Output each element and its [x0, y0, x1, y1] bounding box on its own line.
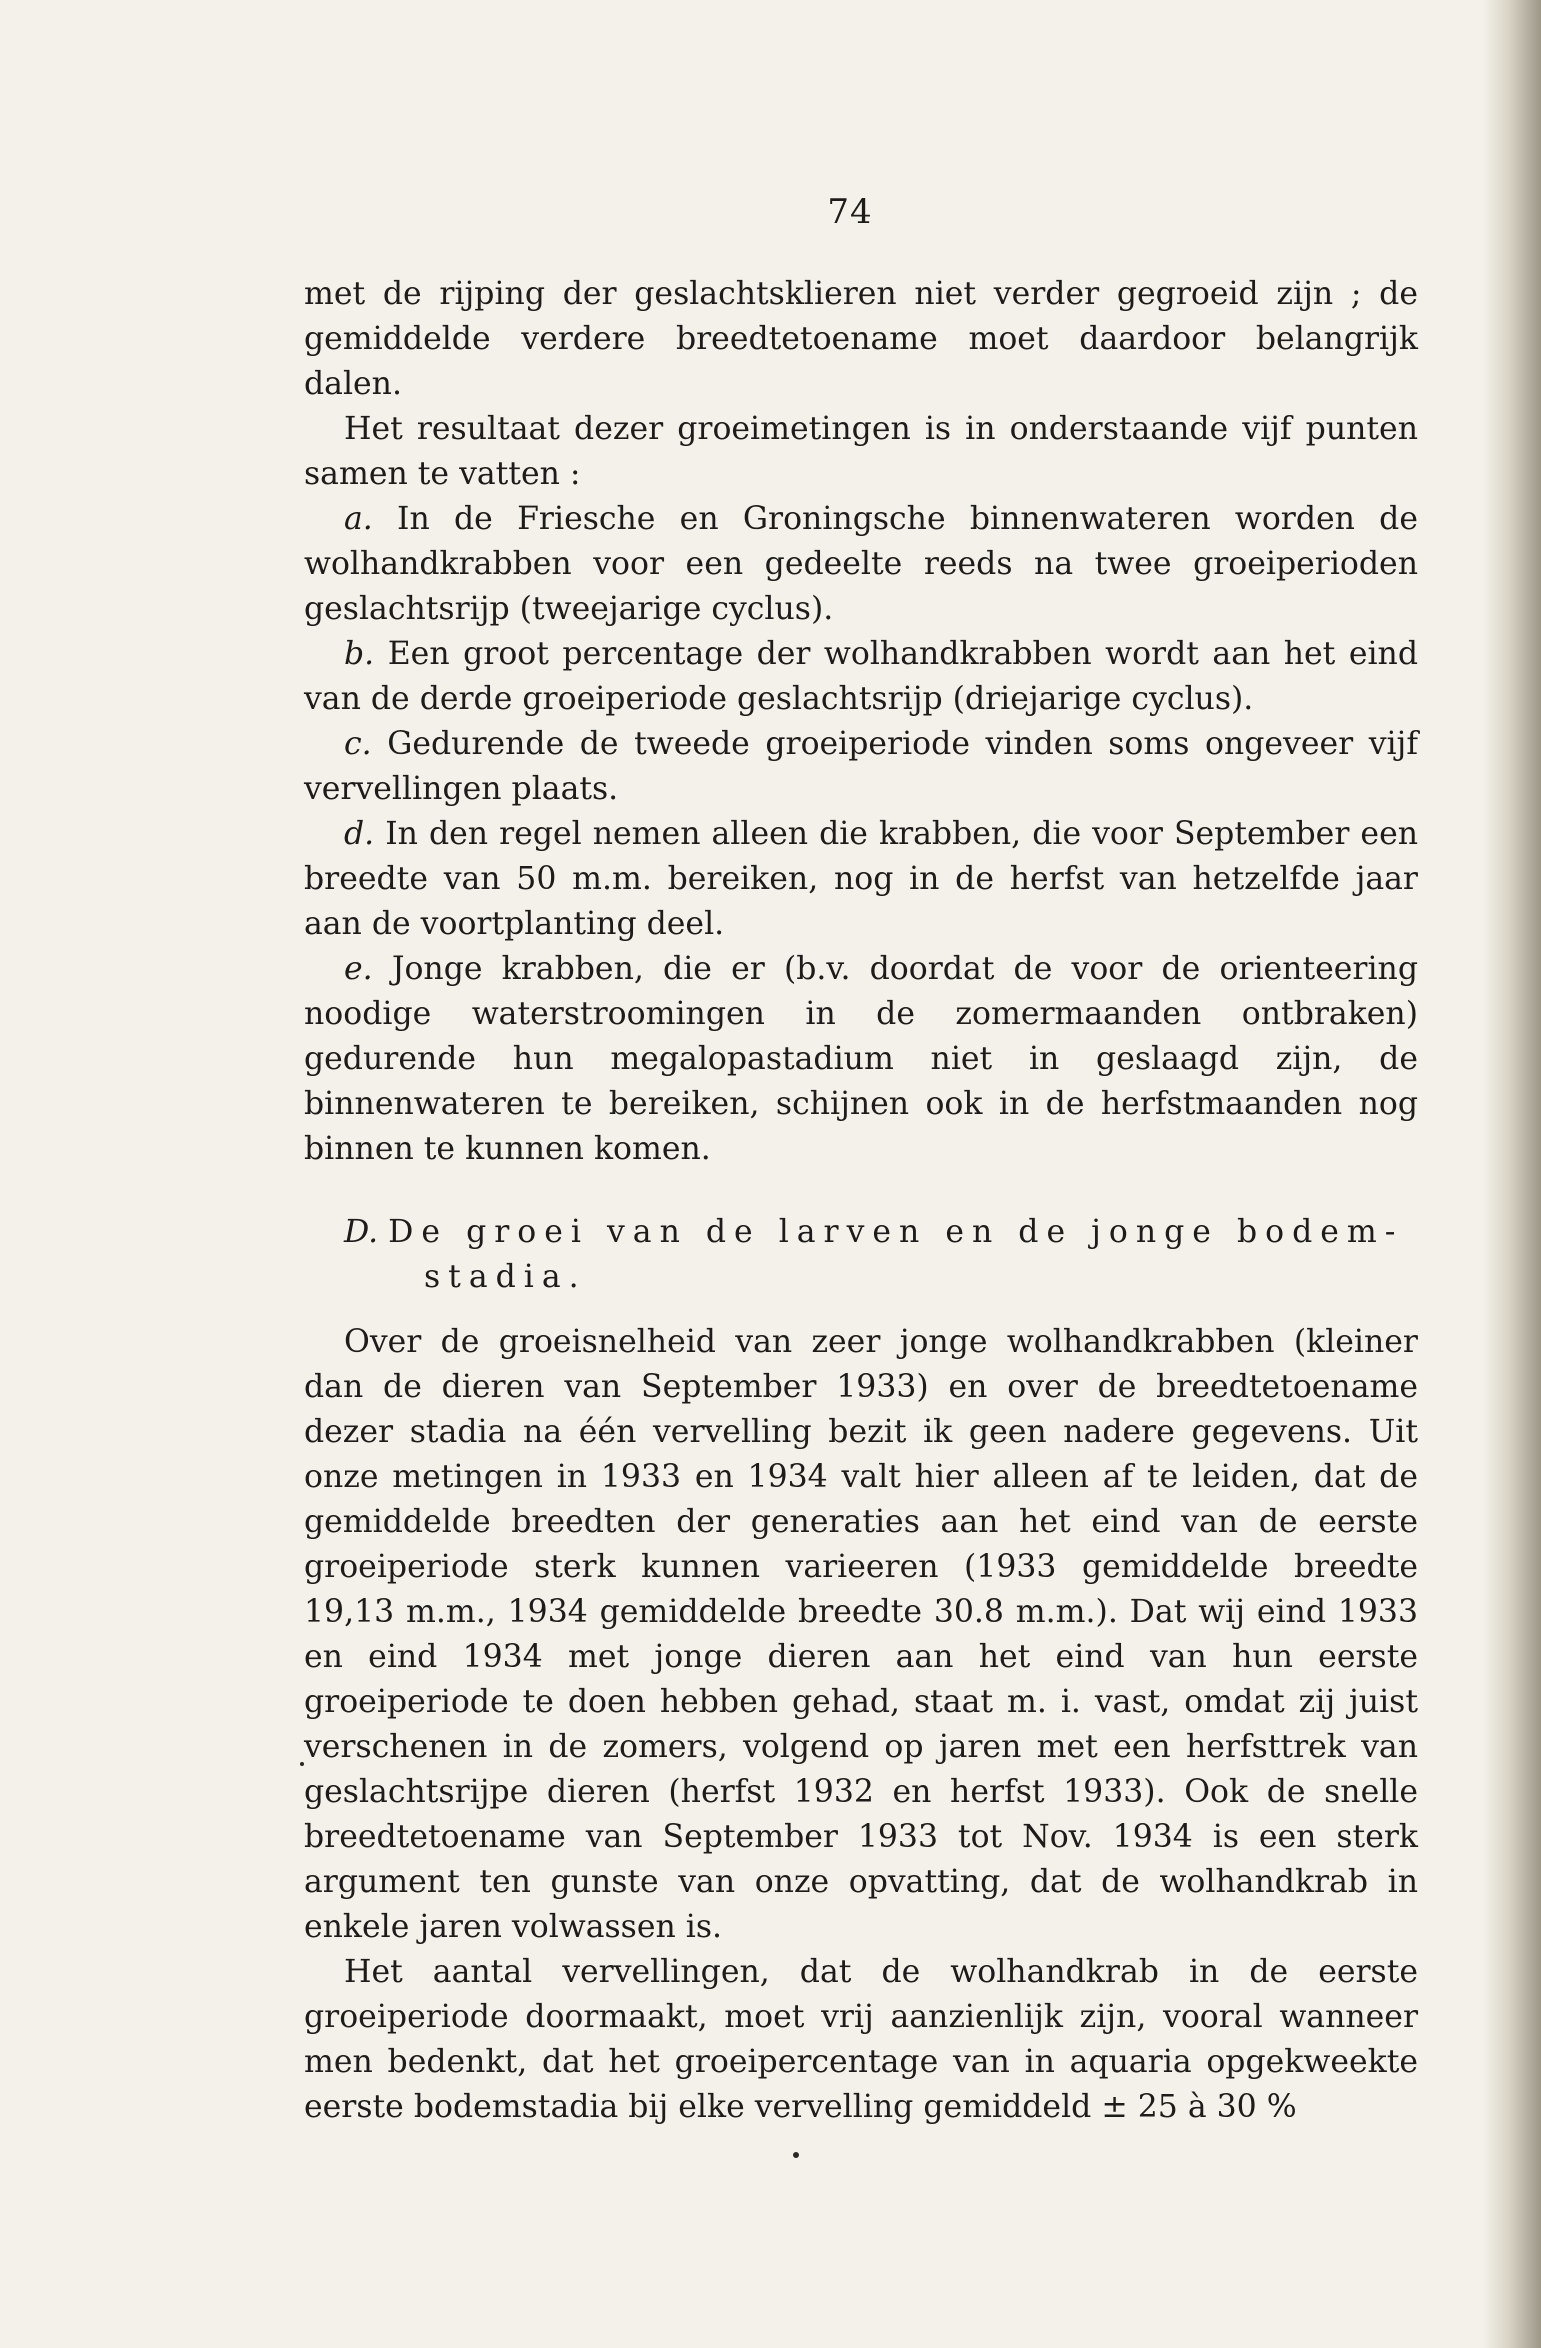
paragraph: Het resultaat dezer groeimetingen is in onderstaande vijf punten samen te vatten : — [304, 411, 1418, 492]
section-heading — [304, 1210, 1418, 1300]
page-edge-shadow — [1483, 0, 1541, 2348]
list-item — [304, 632, 1418, 722]
list-item — [304, 947, 1418, 1172]
paragraph: Het aantal vervellingen, dat de wolhandkrab in de eerste groeiperiode doormaakt, moet vrij aanzienlijk zijn, vooral wanneer men bedenkt, dat het groeipercentage van in aquaria opgekweekte eerste bodemstadia bij elke vervelling gemiddeld ± 25 à 30 % — [304, 1954, 1418, 2125]
list-item-letter: b. — [344, 636, 375, 672]
list-item-text: Gedurende de tweede groeiperiode vinden soms ongeveer vijf vervellingen plaats. — [304, 726, 1418, 807]
ink-speck — [793, 2152, 799, 2158]
list-item — [304, 497, 1418, 632]
section-letter: D. — [344, 1214, 379, 1250]
list-item-text: Jonge krabben, die er (b.v. doordat de voor de orienteering noodige waterstroomingen in de zomermaanden ontbraken) gedurende hun megalopastadium niet in geslaagd zijn, de binnenwateren te bereiken, schijnen ook in de herfstmaanden nog binnen te kunnen komen. — [304, 951, 1418, 1167]
list-item-letter: a. — [344, 501, 373, 537]
list-item-letter: c. — [344, 726, 372, 762]
page-number: 74 — [827, 192, 873, 232]
list-item — [304, 722, 1418, 812]
list-item-text: In den regel nemen alleen die krabben, die voor September een breedte van 50 m.m. bereiken, nog in de herfst van hetzelfde jaar aan de voortplanting deel. — [304, 816, 1418, 942]
list-item-letter: e. — [344, 951, 373, 987]
list-item-text: In de Friesche en Groningsche binnenwateren worden de wolhandkrabben voor een gedeelte reeds na twee groeiperioden geslachtsrijp (tweejarige cyclus). — [304, 501, 1418, 627]
section-title: De groei van de larven en de jonge bodem- — [388, 1214, 1404, 1250]
paragraph: met de rijping der geslachtsklieren niet verder gegroeid zijn ; de gemiddelde verdere breedtetoename moet daardoor belangrijk dalen. — [304, 276, 1418, 402]
section-title-continued: stadia. — [424, 1259, 587, 1295]
paragraph: Over de groeisnelheid van zeer jonge wolhandkrabben (kleiner dan de dieren van September 1933) en over de breedtetoename dezer stadia na één vervelling bezit ik geen nadere gegevens. Uit onze metingen in 1933 en 1934 valt hier alleen af te leiden, dat de gemiddelde breedten der generaties aan het eind van de eerste groeiperiode sterk kunnen varieeren (1933 gemiddelde breedte 19,13 m.m., 1934 gemiddelde breedte 30.8 m.m.). Dat wij eind 1933 en eind 1934 met jonge dieren aan het eind van hun eerste groeiperiode te doen hebben gehad, staat m. i. vast, omdat zij juist verschenen in de zomers, volgend op jaren met een herfsttrek van geslachtsrijpe dieren (herfst 1932 en herfst 1933). Ook de snelle breedtetoename van September 1933 tot Nov. 1934 is een sterk argument ten gunste van onze opvatting, dat de wolhandkrab in enkele jaren volwassen is. — [304, 1324, 1418, 1945]
ink-speck — [300, 1762, 304, 1766]
body-text — [304, 272, 1418, 2130]
list-item-letter: d. — [344, 816, 375, 852]
list-item-text: Een groot percentage der wolhandkrabben wordt aan het eind van de derde groeiperiode geslachtsrijp (driejarige cyclus). — [304, 636, 1419, 717]
list-item — [304, 812, 1418, 947]
